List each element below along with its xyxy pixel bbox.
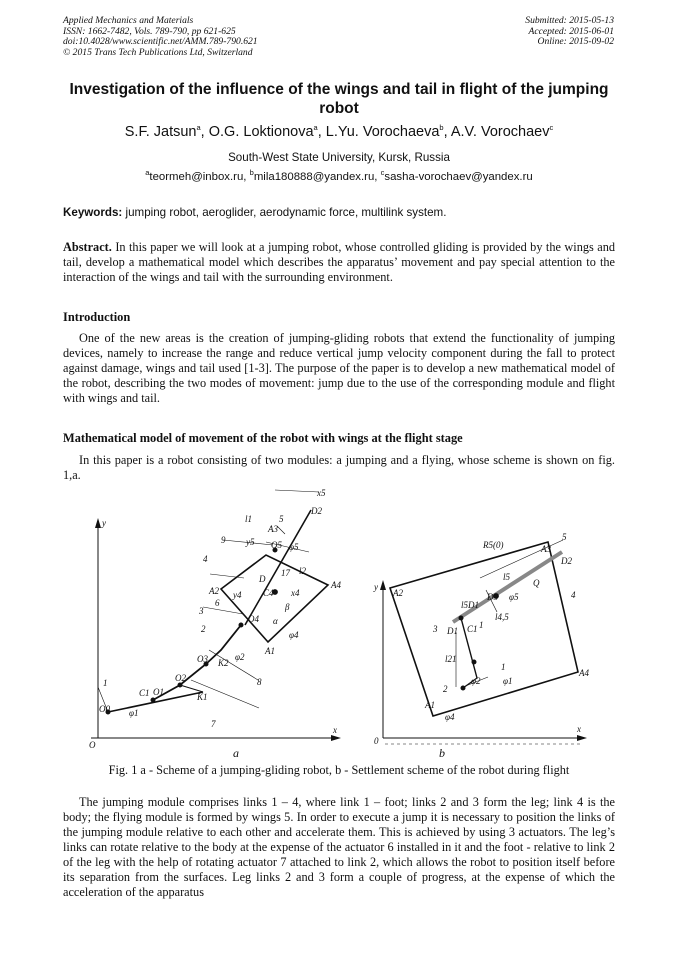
author-affiliation-mark: a <box>196 123 201 133</box>
figure-caption: Fig. 1 a - Scheme of a jumping-gliding robot, b - Settlement scheme of the robot during flight <box>108 763 570 777</box>
body-paragraph <box>63 795 615 900</box>
label-a-phi2: φ2 <box>235 652 245 662</box>
label-b-n5: 5 <box>562 532 567 542</box>
label-b-D5: D5 <box>487 592 498 602</box>
label-a-O3: O3 <box>197 654 208 664</box>
label-b-D2: D2 <box>561 556 572 566</box>
label-a-y5: y5 <box>246 537 255 547</box>
label-b-phi2: φ2 <box>471 676 481 686</box>
label-b-n3: 3 <box>433 624 438 634</box>
label-a-l2: l2 <box>299 566 307 576</box>
label-a-O4: O4 <box>248 614 259 624</box>
label-b-D1: D1 <box>447 626 458 636</box>
label-a-n9: 9 <box>221 535 226 545</box>
keywords <box>63 206 615 219</box>
panel-b-diagram <box>380 540 587 744</box>
label-b-n4: 4 <box>571 590 576 600</box>
model-text: In this paper is a robot consisting of two modules: a jumping and a flying, whose scheme is shown on fig. 1,a. <box>63 453 615 482</box>
label-b-lD: l5D1 <box>461 600 479 610</box>
author-affiliation-mark: b <box>439 123 444 133</box>
section-heading-introduction: Introduction <box>63 310 131 324</box>
intro-paragraph <box>63 331 615 406</box>
label-a-n17: 17 <box>281 568 290 578</box>
label-a-K2: K2 <box>218 658 229 668</box>
label-a-D: D <box>259 574 266 584</box>
label-a-A4: A4 <box>331 580 341 590</box>
label-b-A1: A1 <box>425 700 435 710</box>
label-b-C1: C1 <box>467 624 478 634</box>
email-mark: c <box>380 168 385 178</box>
intro-text: One of the new areas is the creation of jumping-gliding robots that extend the functionality of jumping devices, namely to increase the range and reduce vertical jump velocity component during the fall to protect against damage, wings and tail used [1-3]. The purpose of the paper is to develop a new mathematical model of the robot, describing the two modes of movement: jump due to the use of the corresponding module and flight with wings and tail. <box>63 331 615 405</box>
dates-header <box>525 16 614 48</box>
label-a-l1: l1 <box>245 514 253 524</box>
journal-name: Applied Mechanics and Materials <box>63 15 194 26</box>
author: L.Yu. Vorochaeva <box>325 124 440 140</box>
body-text: The jumping module comprises links 1 – 4, where link 1 – foot; links 2 and 3 form the leg; link 4 is the body; the flying module is formed by wings 5. In order to execute a jump it is necessary to position the links of the jumping module relative to each other and accelerate them. This is achieved by using 3 actuators. The leg’s links can rotate relative to the body at the expense of the actuator 6 installed in it and the foot - relative to link 2 of the leg with the help of rotating actuator 7 attached to link 2, which allows the robot to position itself before its separation from the surfaces. Leg links 2 and 3 form a couple of progress, at the expense of which the acceleration of the apparatus <box>63 795 615 899</box>
online-date: Online: 2015-09-02 <box>537 36 614 47</box>
label-a-n4: 4 <box>203 554 208 564</box>
figure-diagram <box>63 482 615 760</box>
label-a-A3: A3 <box>268 524 278 534</box>
label-a-n6: 6 <box>215 598 220 608</box>
label-b-phi1: φ1 <box>503 676 513 686</box>
label-b-A3: A3 <box>541 544 551 554</box>
abstract-label: Abstract. <box>63 240 112 254</box>
label-b-A4: A4 <box>579 668 589 678</box>
issn: ISSN: 1662-7482, Vols. 789-790, pp 621-625 <box>63 25 236 37</box>
doi: doi:10.4028/www.scientific.net/AMM.789-790.621 <box>63 36 258 47</box>
email: sasha-vorochaev@yandex.ru <box>384 171 533 183</box>
label-a-n1: 1 <box>103 678 108 688</box>
paper-title: Investigation of the influence of the wings and tail in flight of the jumping robot <box>69 81 609 117</box>
panel-label-a: a <box>233 746 239 760</box>
label-b-phi5: φ5 <box>509 592 519 602</box>
author-affiliation-mark: a <box>313 123 318 133</box>
label-a-A2: A2 <box>209 586 219 596</box>
panel-label-b: b <box>439 746 445 760</box>
label-b-x: x <box>577 724 581 734</box>
label-b-A2: A2 <box>393 588 403 598</box>
label-a-C4: C4 <box>263 588 274 598</box>
label-b-l21: l21 <box>445 654 457 664</box>
copyright: © 2015 Trans Tech Publications Ltd, Switzerland <box>63 46 253 58</box>
panel-b-labels <box>373 532 589 746</box>
email-mark: b <box>249 168 254 178</box>
submitted-date: Submitted: 2015-05-13 <box>525 15 614 26</box>
label-a-O0: O0 <box>99 704 110 714</box>
abstract <box>63 240 615 285</box>
author-affiliation-mark: c <box>549 123 554 133</box>
keywords-label: Keywords: <box>63 206 123 219</box>
label-a-O1: O1 <box>153 687 164 697</box>
email-list: $^a$teormeh@inbox.ru, $^b$mila180888@yandex.ru, $^c$sasha-vorochaev@yandex.ru <box>145 168 533 183</box>
accepted-date: Accepted: 2015-06-01 <box>528 25 614 37</box>
keywords-text: jumping robot, aeroglider, aerodynamic force, multilink system. <box>125 206 447 219</box>
figure-1 <box>63 482 615 760</box>
label-a-phi1: φ1 <box>129 708 139 718</box>
label-a-y4: y4 <box>233 590 242 600</box>
label-a-K1: K1 <box>197 692 208 702</box>
panel-a-diagram <box>91 490 341 741</box>
label-b-n1-lower: 1 <box>501 662 506 672</box>
label-b-R: R5(0) <box>483 540 504 550</box>
panel-a-labels <box>89 488 341 750</box>
label-b-l45: l4,5 <box>495 612 509 622</box>
author: O.G. Loktionova <box>208 124 314 140</box>
label-b-phi4: φ4 <box>445 712 455 722</box>
affiliation: South-West State University, Kursk, Russia <box>228 151 450 164</box>
email: mila180888@yandex.ru <box>253 171 375 183</box>
label-a-C1: C1 <box>139 688 150 698</box>
label-a-x4: x4 <box>291 588 300 598</box>
label-b-y: y <box>374 582 378 592</box>
label-a-n5: 5 <box>279 514 284 524</box>
label-a-D2: D2 <box>311 506 322 516</box>
label-a-A1: A1 <box>265 646 275 656</box>
label-b-l5: l5 <box>503 572 511 582</box>
label-a-n2: 2 <box>201 624 206 634</box>
section-heading-model: Mathematical model of movement of the robot with wings at the flight stage <box>63 431 463 445</box>
label-a-phi5: φ5 <box>289 542 299 552</box>
label-a-origin: O <box>89 740 96 750</box>
email: teormeh@inbox.ru <box>149 171 244 183</box>
label-a-O5: O5 <box>271 540 282 550</box>
author: S.F. Jatsun <box>124 124 197 140</box>
model-paragraph <box>63 453 615 483</box>
label-b-n1-upper: 1 <box>479 620 484 630</box>
label-b-n2: 2 <box>443 684 448 694</box>
label-a-x: x <box>333 725 337 735</box>
label-a-x5: x5 <box>317 488 326 498</box>
email-mark: a <box>145 168 150 178</box>
label-a-n7: 7 <box>211 719 216 729</box>
author: A.V. Vorochaev <box>450 124 550 140</box>
label-a-n8: 8 <box>257 677 262 687</box>
label-a-alpha: α <box>273 616 278 626</box>
label-a-beta: β <box>285 602 290 612</box>
label-a-n3: 3 <box>199 606 204 616</box>
label-b-Q: Q <box>533 578 540 588</box>
label-b-origin: 0 <box>374 736 379 746</box>
abstract-text: In this paper we will look at a jumping robot, whose controlled gliding is provided by the wings and tail, develop a mathematical model which describes the apparatus’ movement and pay special attention to the interaction of the wings and tail with the surrounding environment. <box>63 240 616 284</box>
label-a-y: y <box>102 518 106 528</box>
journal-header <box>63 16 258 58</box>
author-list: S.F. Jatsun$^a$, O.G. Loktionova$^a$, L.Yu. Vorochaeva$^b$, A.V. Vorochaev$^c$ <box>124 123 554 140</box>
label-a-phi4: φ4 <box>289 630 299 640</box>
label-a-O2: O2 <box>175 673 186 683</box>
